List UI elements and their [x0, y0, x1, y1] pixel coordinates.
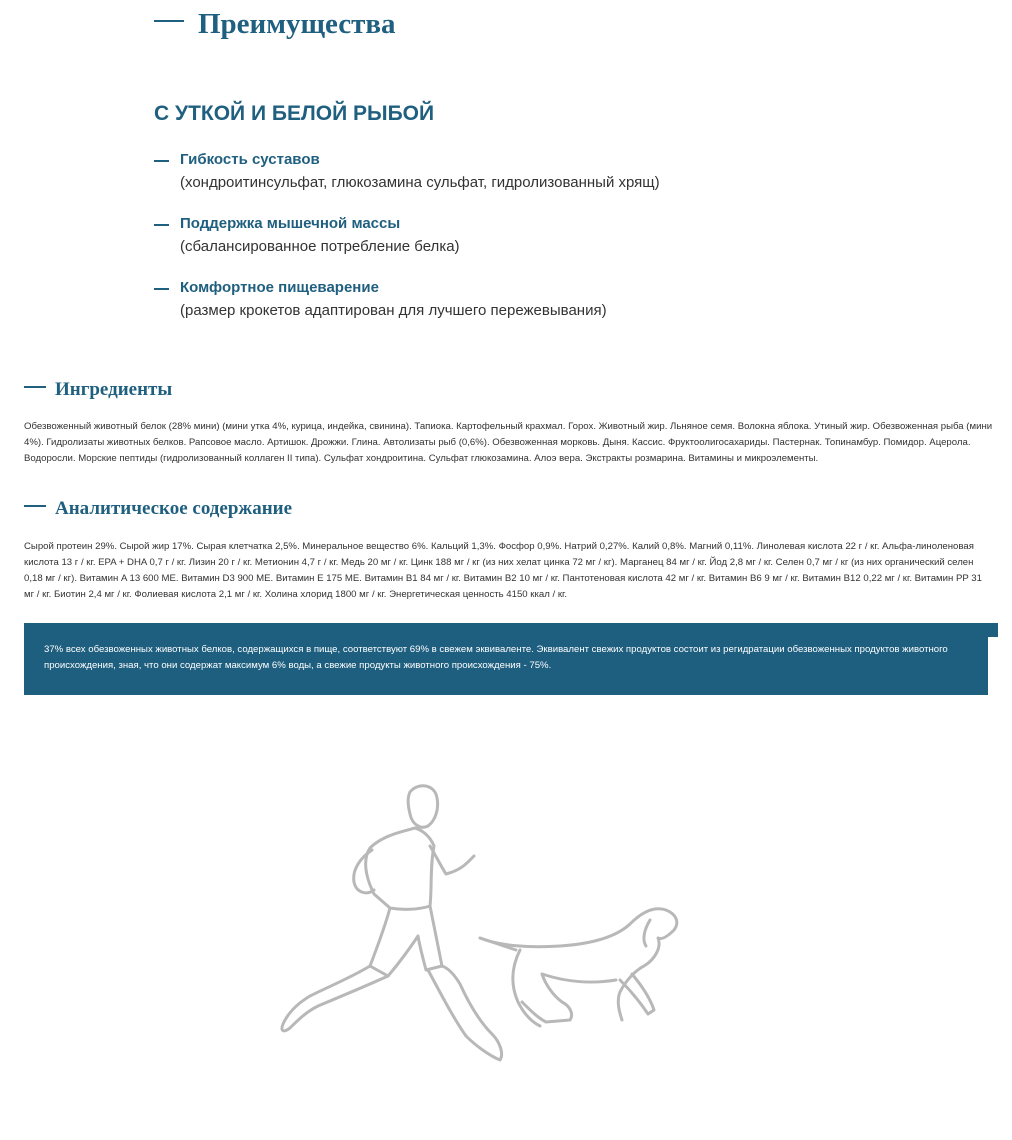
- info-banner-text: 37% всех обезвоженных животных белков, содержащихся в пище, соответствуют 69% в свежем эквиваленте. Эквивалент свежих продуктов состоит из регидратации обезвоженных продуктов животного происхождения, зная, что они содержат максимум 6% воды, а свежие продукты животного происхождения - 75%.: [44, 644, 948, 671]
- title-dash: [154, 20, 184, 22]
- runner-with-dog-icon: [270, 770, 690, 1070]
- benefit-description: (хондроитинсульфат, глюкозамина сульфат, гидролизованный хрящ): [180, 174, 660, 191]
- ingredients-title: Ингредиенты: [24, 377, 172, 403]
- benefit-description: (сбалансированное потребление белка): [180, 238, 460, 255]
- section-dash: [24, 505, 46, 507]
- dog-front-leg: [620, 974, 654, 1014]
- runner-back-leg: [282, 966, 388, 1031]
- section-dash: [24, 386, 46, 388]
- benefit-title: Комфортное пищеварение: [180, 279, 379, 296]
- benefit-dash: [154, 288, 169, 290]
- benefit-description: (размер крокетов адаптирован для лучшего пережевывания): [180, 302, 607, 319]
- benefit-title: Поддержка мышечной массы: [180, 215, 401, 232]
- benefit-title: Гибкость суставов: [180, 151, 320, 168]
- benefit-dash: [154, 160, 169, 162]
- analytical-title: Аналитическое содержание: [24, 496, 292, 522]
- runner-front-arm: [430, 846, 474, 874]
- banner-notch: [988, 637, 998, 695]
- runner-head: [408, 786, 437, 828]
- dog-ear: [644, 920, 650, 946]
- page-title: Преимущества: [154, 6, 396, 42]
- benefit-dash: [154, 224, 169, 226]
- analytical-text: Сырой протеин 29%. Сырой жир 17%. Сырая клетчатка 2,5%. Минеральное вещество 6%. Кальций 1,3%. Фосфор 0,9%. Натрий 0,27%. Калий 0,8%. Магний 0,11%. Линолевая кислота 22 г / кг. Альфа-линоленовая кислота 13 г / кг. EPA + DHA 0,7 г / кг. Лизин 20 г / кг. Метионин 4,7 г / кг. Медь 20 мг / кг. Цинк 188 мг / кг (из них хелат цинка 72 мг / кг). Марганец 84 мг / кг. Йод 2,8 мг / кг. Селен 0,7 мг / кг (из них органический селен 0,18 мг / кг). Витамин A 13 600 МЕ. Витамин D3 900 МЕ. Витамин E 175 МЕ. Витамин B1 84 мг / кг. Витамин B2 10 мг / кг. Пантотеновая кислота 42 мг / кг. Витамин B6 9 мг / кг. Витамин B12 0,22 мг / кг. Витамин PP 31 мг / кг. Биотин 2,4 мг / кг. Фолиевая кислота 2,1 мг / кг. Холина хлорид 1800 мг / кг. Энергетическая ценность 4150 ккал / кг.: [24, 541, 982, 600]
- runner-torso: [366, 828, 434, 909]
- info-banner: [24, 623, 998, 695]
- runner-shorts: [370, 906, 442, 976]
- dog-belly: [542, 974, 616, 982]
- ingredients-text: Обезвоженный животный белок (28% мини) (мини утка 4%, курица, индейка, свинина). Тапиока. Картофельный крахмал. Горох. Животный жир. Льняное семя. Волокна яблока. Утиный жир. Обезвоженная рыба (мини 4%). Гидролизаты животных белков. Рапсовое масло. Артишок. Дрожжи. Глина. Автолизаты рыб (0,6%). Обезвоженная морковь. Дыня. Кассис. Фруктоолигосахариды. Пастернак. Топинамбур. Помидор. Ацерола. Водоросли. Морские пептиды (гидролизованный коллаген II типа). Сульфат хондроитина. Сульфат глюкозамина. Алоэ вера. Экстракты розмарина. Витамины и микроэлементы.: [24, 421, 993, 464]
- product-subtitle: С УТКОЙ И БЕЛОЙ РЫБОЙ: [154, 102, 435, 125]
- runner-front-leg: [428, 966, 502, 1060]
